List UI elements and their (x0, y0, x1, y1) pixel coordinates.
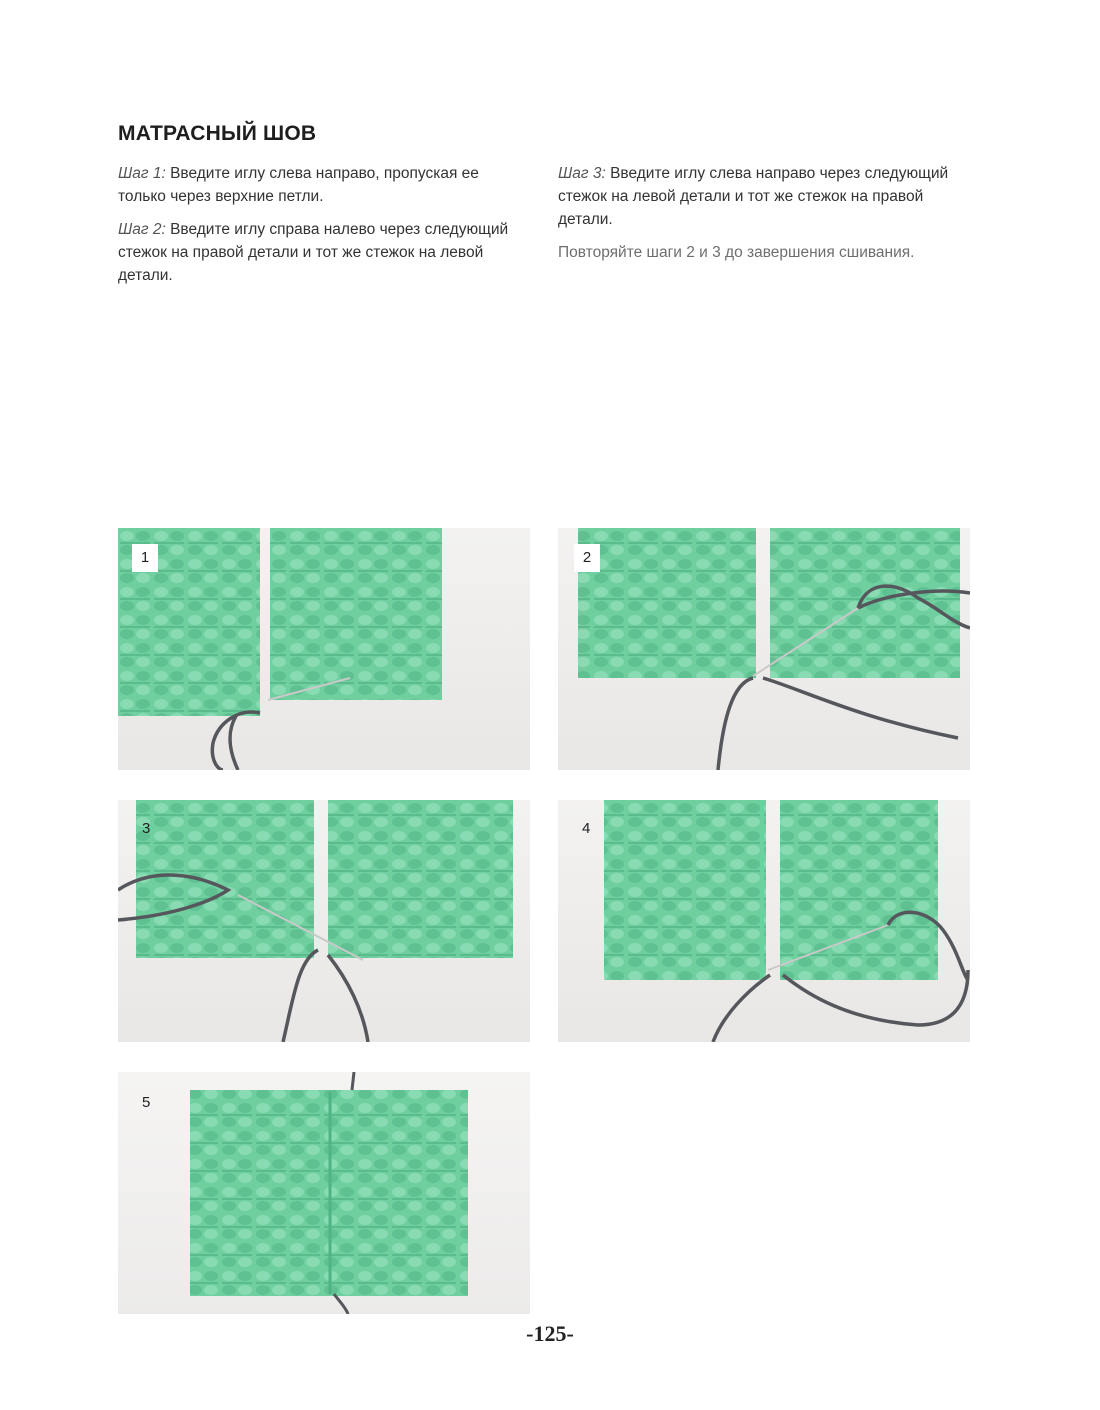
page-number: -125- (526, 1321, 574, 1346)
page-title: МАТРАСНЫЙ ШОВ (118, 122, 317, 145)
knit-swatch-illustration (558, 800, 970, 1042)
step-3 (558, 162, 958, 231)
photo-step-1 (118, 528, 530, 770)
photo-step-4 (558, 800, 970, 1042)
photo-step-2 (558, 528, 970, 770)
step-2-label: Шаг 2: (118, 221, 166, 238)
knit-swatch-illustration (118, 800, 530, 1042)
photo-number-5: 5 (142, 1094, 151, 1111)
step-1 (118, 162, 518, 208)
photo-number-4: 4 (582, 820, 591, 837)
instructions-left-column (118, 162, 518, 297)
photo-step-5 (118, 1072, 530, 1314)
knit-swatch-illustration (118, 528, 530, 770)
step-1-text: Введите иглу слева направо, пропуская ее только через верхние петли. (118, 165, 479, 205)
step-2 (118, 218, 518, 287)
knit-swatch-illustration (558, 528, 970, 770)
step-2-text: Введите иглу справа налево через следующий стежок на правой детали и тот же стежок на левой детали. (118, 221, 509, 284)
repeat-note: Повторяйте шаги 2 и 3 до завершения сшивания. (558, 244, 915, 261)
photo-number-1: 1 (132, 544, 158, 572)
step-3-label: Шаг 3: (558, 165, 606, 182)
photo-step-3 (118, 800, 530, 1042)
photo-number-2: 2 (574, 544, 600, 572)
knit-swatch-illustration (118, 1072, 530, 1314)
step-1-label: Шаг 1: (118, 165, 166, 182)
step-3-text: Введите иглу слева направо через следующий стежок на левой детали и тот же стежок на правой детали. (558, 165, 949, 228)
instructions-right-column (558, 162, 958, 274)
photo-number-3: 3 (142, 820, 151, 837)
